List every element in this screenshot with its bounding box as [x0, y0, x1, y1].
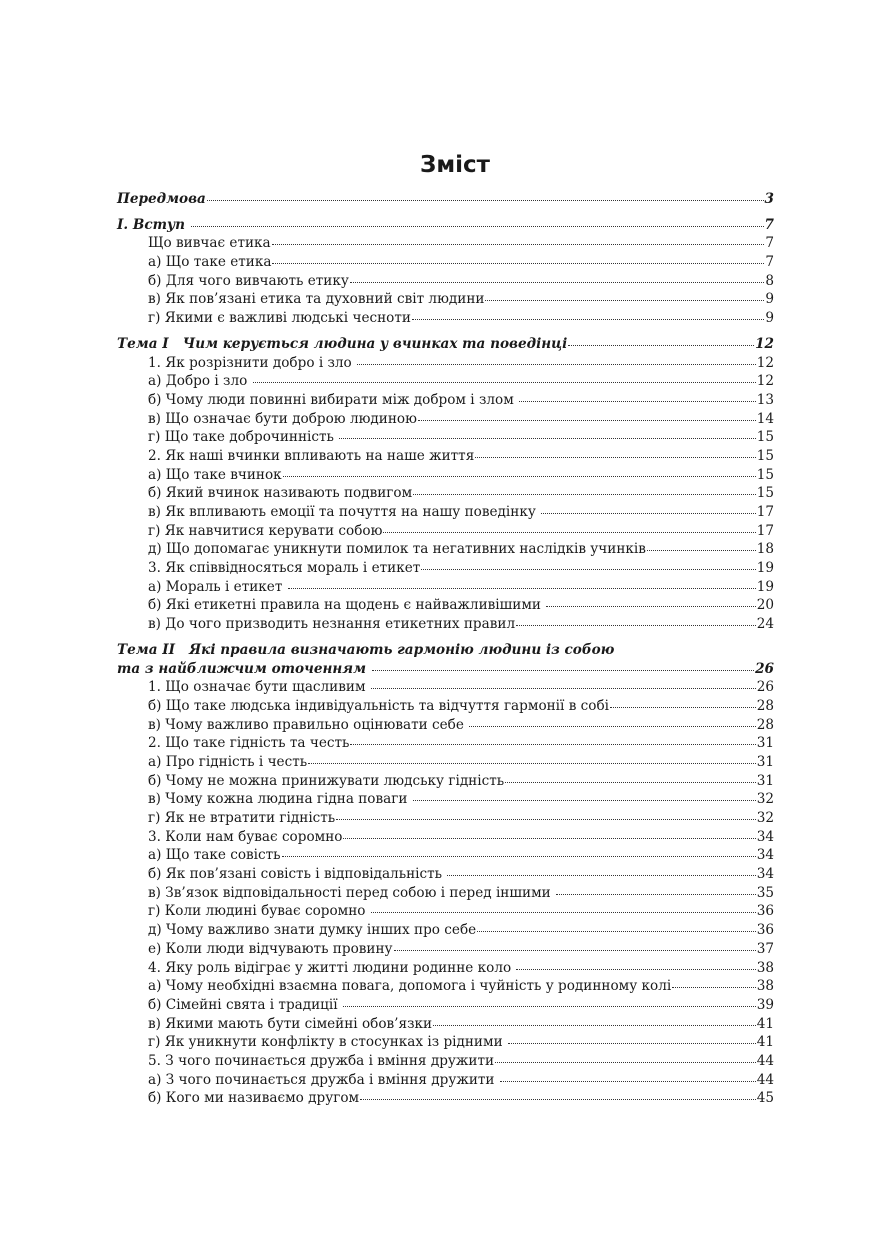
toc-entry [117, 734, 774, 753]
toc-dot-leader [336, 818, 755, 820]
toc-page-number: 7 [764, 216, 774, 233]
toc-page-number: 7 [765, 254, 774, 271]
toc-entry [117, 540, 774, 559]
toc-page-number: 31 [756, 753, 774, 770]
toc-entry [117, 977, 774, 996]
toc-entry-label: г) Якими є важливі людські чесноти [148, 310, 411, 327]
toc-entry [117, 354, 774, 373]
toc-page-number: 14 [756, 410, 774, 427]
toc-entry [117, 697, 774, 716]
toc-section-entry [117, 216, 774, 235]
toc-entry-label: г) Як навчитися керувати собою [148, 522, 383, 539]
toc-entry [117, 578, 774, 597]
toc-dot-leader [516, 624, 756, 626]
toc-page-number: 38 [756, 978, 774, 995]
toc-entry [117, 253, 774, 272]
toc-entry-label: 2. Як наші вчинки впливають на наше життя [148, 447, 475, 464]
toc-entry-label: а) Що таке етика [148, 254, 272, 271]
toc-page-number: 37 [756, 940, 774, 957]
toc-entry [117, 559, 774, 578]
toc-entry [117, 615, 774, 634]
toc-entry [117, 790, 774, 809]
toc-page-number: 28 [756, 716, 774, 733]
toc-entry [117, 272, 774, 291]
toc-dot-leader [568, 344, 754, 346]
toc-dot-leader [475, 456, 755, 458]
toc-page-number: 45 [756, 1090, 774, 1107]
toc-section-entry [117, 641, 774, 660]
toc-entry-label: д) Що допомагає уникнути помилок та негативних наслідків учинків [148, 541, 646, 558]
toc-dot-leader [357, 363, 756, 365]
toc-page-number: 35 [756, 884, 774, 901]
toc-entry [117, 234, 774, 253]
toc-entry [117, 1089, 774, 1108]
toc-entry [117, 484, 774, 503]
toc-entry [117, 940, 774, 959]
toc-dot-leader [394, 949, 756, 951]
toc-entry-label: а) Чому необхідні взаємна повага, допомога і чуйність у родинному колі [148, 978, 672, 995]
toc-page-number: 9 [765, 291, 774, 308]
toc-entry [117, 503, 774, 522]
toc-page-number: 8 [765, 272, 774, 289]
toc-entry-label: а) Про гідність і честь [148, 753, 308, 770]
toc-page-number: 26 [755, 660, 774, 677]
toc-page-number: 12 [755, 335, 774, 352]
toc-entry-label: 5. З чого починається дружба і вміння дружити [148, 1052, 495, 1069]
toc-dot-leader [519, 400, 756, 402]
toc-entry [117, 391, 774, 410]
toc-dot-leader [282, 855, 756, 857]
toc-entry-label: б) Сімейні свята і традиції [148, 996, 342, 1013]
toc-dot-leader [272, 243, 765, 245]
toc-entry-label: б) Які етикетні правила на щодень є найважливішими [148, 597, 546, 614]
toc-dot-leader [433, 1024, 756, 1026]
toc-entry-label: 1. Як розрізнити добро і зло [148, 354, 357, 371]
toc-entry [117, 921, 774, 940]
toc-dot-leader [191, 225, 764, 227]
toc-entry [117, 596, 774, 615]
toc-dot-leader [308, 762, 756, 764]
toc-entry [117, 309, 774, 328]
toc-entry-label: а) Добро і зло [148, 373, 252, 390]
toc-entry-label: г) Коли людині буває соромно [148, 903, 370, 920]
toc-dot-leader [556, 893, 756, 895]
toc-page-number: 32 [756, 810, 774, 826]
toc-dot-leader [647, 549, 756, 551]
toc-entry-label: в) До чого призводить незнання етикетних правил [148, 616, 516, 633]
toc-entry-label: та з найближчим оточенням [117, 660, 371, 677]
toc-entry-label: Тема I Чим керується людина у вчинках та поведінці [117, 335, 568, 352]
toc-entry [117, 410, 774, 429]
toc-page-number: 15 [756, 485, 774, 502]
toc-dot-leader [421, 568, 755, 570]
toc-dot-leader [288, 587, 756, 589]
toc-entry-label: б) Чому не можна принижувати людську гідність [148, 772, 505, 789]
toc-page-number: 15 [756, 466, 774, 483]
toc-entry-label: в) Як пов’язані етика та духовний світ людини [148, 291, 485, 308]
toc-entry-label: г) Як не втратити гідність [148, 810, 336, 826]
toc-dot-leader [372, 669, 754, 671]
toc-dot-leader [350, 743, 755, 745]
toc-dot-leader [339, 437, 755, 439]
toc-dot-leader [610, 706, 756, 708]
toc-entry-label: в) Якими мають бути сімейні обов’язки [148, 1015, 433, 1032]
toc-dot-leader [343, 1005, 756, 1007]
toc-page-number: 34 [756, 847, 774, 864]
toc-page-number: 26 [756, 679, 774, 696]
toc-dot-leader [447, 874, 755, 876]
toc-dot-leader [371, 911, 756, 913]
toc-page-number: 7 [765, 235, 774, 252]
toc-entry-label: I. Вступ [117, 216, 190, 233]
toc-entry [117, 772, 774, 791]
toc-entry [117, 1071, 774, 1090]
toc-dot-leader [360, 1098, 756, 1100]
toc-dot-leader [283, 475, 756, 477]
toc-entry-label: а) З чого починається дружба і вміння дружити [148, 1071, 499, 1088]
toc-entry [117, 809, 774, 828]
toc-entry [117, 846, 774, 865]
toc-dot-leader [272, 262, 764, 264]
toc-entry [117, 753, 774, 772]
toc-dot-leader [412, 318, 764, 320]
toc-entry [117, 428, 774, 447]
table-of-contents [117, 190, 774, 1108]
toc-entry-label: а) Що таке вчинок [148, 466, 282, 483]
toc-dot-leader [672, 986, 755, 988]
toc-section-entry [117, 190, 774, 209]
toc-page-number: 18 [756, 541, 774, 558]
toc-dot-leader [383, 531, 755, 533]
toc-entry [117, 1052, 774, 1071]
toc-dot-leader [485, 299, 764, 301]
toc-entry [117, 466, 774, 485]
toc-entry-label: б) Що таке людська індивідуальність та відчуття гармонії в собі [148, 697, 610, 714]
toc-page-number: 24 [756, 616, 774, 633]
toc-page-number: 38 [756, 959, 774, 976]
toc-page-number: 3 [764, 191, 774, 207]
toc-page-number: 9 [765, 310, 774, 327]
toc-entry-label: а) Мораль і етикет [148, 578, 287, 595]
toc-page-number: 44 [756, 1071, 774, 1088]
toc-entry-label: в) Зв’язок відповідальності перед собою і перед іншими [148, 884, 556, 901]
toc-page-number: 17 [756, 522, 774, 539]
toc-entry [117, 884, 774, 903]
toc-entry-label: Що вивчає етика [148, 235, 271, 252]
toc-entry-label: б) Як пов’язані совість і відповідальність [148, 866, 447, 883]
toc-page-number: 12 [756, 354, 774, 371]
toc-entry-label: в) Чому кожна людина гідна поваги [148, 791, 412, 808]
toc-page-number: 39 [756, 996, 774, 1013]
toc-dot-leader [469, 725, 755, 727]
toc-entry-label: б) Кого ми називаємо другом [148, 1090, 360, 1107]
toc-section-entry [117, 335, 774, 354]
toc-dot-leader [505, 781, 756, 783]
toc-page-number: 19 [756, 578, 774, 595]
toc-entry [117, 1033, 774, 1052]
toc-entry [117, 447, 774, 466]
toc-entry-label: 4. Яку роль відіграє у житті людини родинне коло [148, 959, 516, 976]
toc-entry [117, 678, 774, 697]
toc-dot-leader [371, 687, 756, 689]
toc-page-number: 20 [756, 597, 774, 614]
toc-dot-leader [500, 1080, 756, 1082]
toc-entry-label: 3. Як співвідносяться мораль і етикет [148, 560, 421, 577]
toc-entry [117, 996, 774, 1015]
toc-page-number: 15 [756, 447, 774, 464]
toc-entry-label: Передмова [117, 191, 206, 207]
toc-page-number: 36 [756, 922, 774, 939]
toc-page-number: 17 [756, 504, 774, 520]
toc-entry-label: д) Чому важливо знати думку інших про себе [148, 922, 477, 939]
toc-entry-label: Тема II Які правила визначають гармонію людини із собою [117, 641, 615, 658]
toc-entry-label: 2. Що таке гідність та честь [148, 735, 350, 752]
toc-page-number: 13 [756, 391, 774, 408]
toc-entry [117, 902, 774, 921]
toc-entry-label: е) Коли люди відчувають провину [148, 940, 393, 957]
toc-entry [117, 959, 774, 978]
toc-entry [117, 372, 774, 391]
toc-dot-leader [207, 199, 764, 201]
toc-entry-label: г) Як уникнути конфлікту в стосунках із рідними [148, 1034, 507, 1051]
toc-page-number: 12 [756, 373, 774, 390]
toc-entry [117, 828, 774, 847]
toc-page-number: 34 [756, 828, 774, 845]
toc-dot-leader [546, 605, 755, 607]
toc-entry-label: б) Чому люди повинні вибирати між добром і злом [148, 391, 519, 408]
toc-dot-leader [413, 493, 756, 495]
toc-entry [117, 716, 774, 735]
toc-entry-label: в) Як впливають емоції та почуття на нашу поведінку [148, 504, 541, 520]
toc-page-number: 28 [756, 697, 774, 714]
toc-entry-label: а) Що таке совість [148, 847, 281, 864]
toc-page-number: 31 [756, 735, 774, 752]
toc-entry-label: б) Який вчинок називають подвигом [148, 485, 413, 502]
toc-section-entry [117, 660, 774, 679]
toc-page-number: 34 [756, 866, 774, 883]
toc-entry-label: 1. Що означає бути щасливим [148, 679, 370, 696]
toc-dot-leader [253, 381, 756, 383]
toc-entry-label: в) Чому важливо правильно оцінювати себе [148, 716, 469, 733]
toc-entry [117, 290, 774, 309]
toc-dot-leader [516, 968, 755, 970]
toc-dot-leader [413, 799, 756, 801]
toc-dot-leader [495, 1061, 756, 1063]
toc-entry [117, 1015, 774, 1034]
toc-dot-leader [508, 1042, 756, 1044]
toc-dot-leader [350, 281, 764, 283]
toc-page-number: 41 [756, 1015, 774, 1032]
toc-page-number: 32 [756, 791, 774, 808]
toc-entry-label: б) Для чого вивчають етику [148, 272, 349, 289]
toc-dot-leader [343, 837, 755, 839]
toc-page-number: 44 [756, 1052, 774, 1069]
toc-entry [117, 865, 774, 884]
toc-page-number: 15 [756, 429, 774, 446]
toc-dot-leader [541, 512, 756, 514]
toc-page-number: 41 [756, 1034, 774, 1051]
toc-page-number: 31 [756, 772, 774, 789]
toc-dot-leader [477, 930, 756, 932]
toc-page-number: 19 [756, 560, 774, 577]
toc-entry [117, 522, 774, 541]
toc-page-number: 36 [756, 903, 774, 920]
page-title: Зміст [420, 152, 490, 178]
toc-dot-leader [418, 419, 756, 421]
toc-entry-label: в) Що означає бути доброю людиною [148, 410, 417, 427]
toc-entry-label: 3. Коли нам буває соромно [148, 828, 343, 845]
toc-entry-label: г) Що таке доброчинність [148, 429, 339, 446]
